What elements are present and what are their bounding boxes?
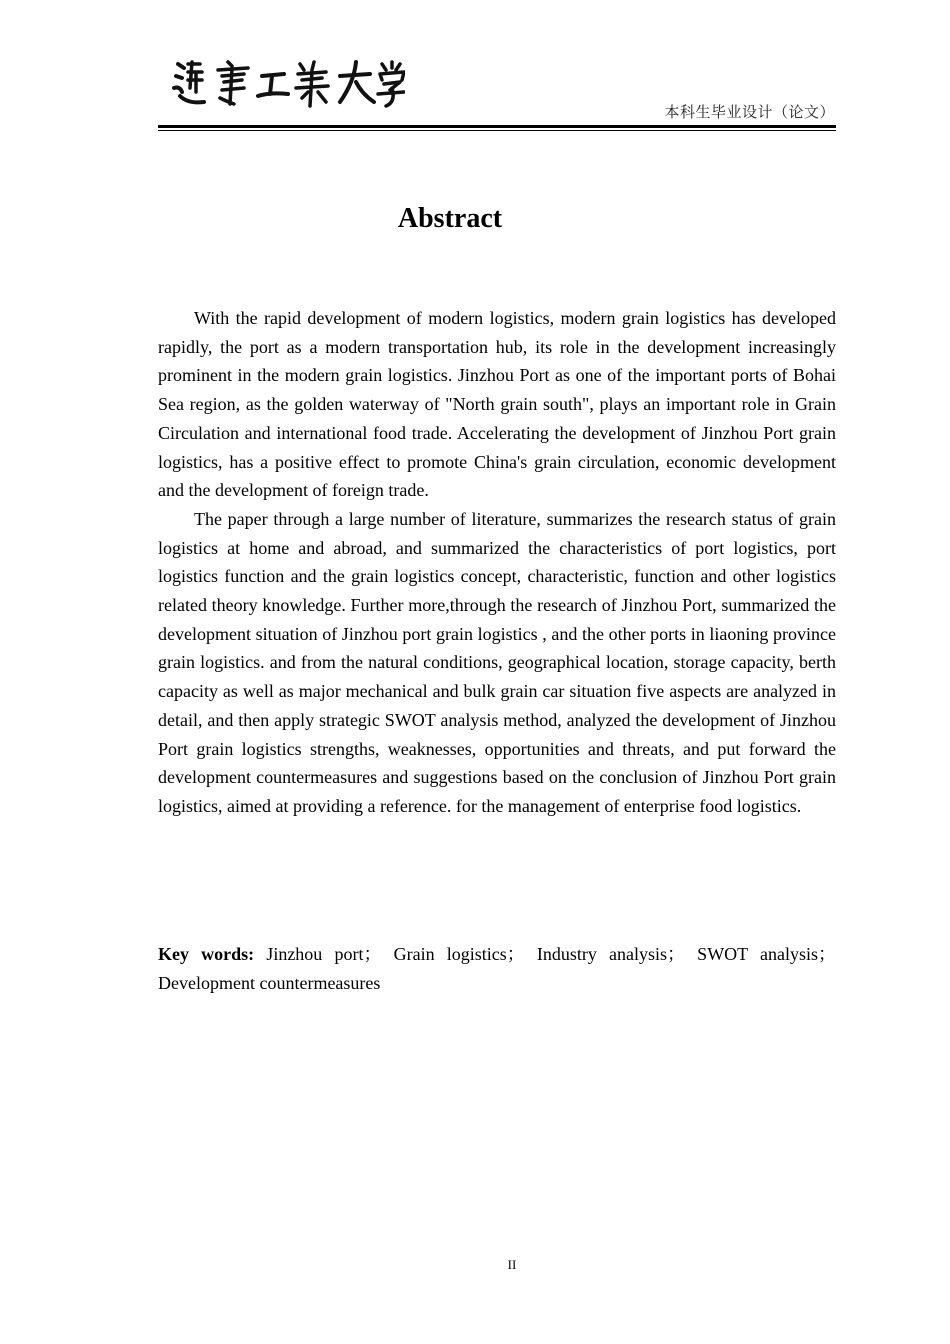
page-number: II bbox=[507, 1257, 517, 1272]
keywords-text: Jinzhou port； Grain logistics； Industry analysis； SWOT analysis；Development countermeasures bbox=[158, 944, 836, 993]
abstract-body bbox=[158, 304, 836, 821]
header-rule-thick bbox=[158, 125, 836, 128]
abstract-paragraph-2: The paper through a large number of literature, summarizes the research status of grain logistics at home and abroad, and summarized the characteristics of port logistics, port logistics function and the grain logistics concept, characteristic, function and other logistics related theory knowledge. Further more,through the research of Jinzhou Port, summarized the development situation of Jinzhou port grain logistics , and the other ports in liaoning province grain logistics. and from the natural conditions, geographical location, storage capacity, berth capacity as well as major mechanical and bulk grain car situation five aspects are analyzed in detail, and then apply strategic SWOT analysis method, analyzed the development of Jinzhou Port grain logistics strengths, weaknesses, opportunities and threats, and put forward the development countermeasures and suggestions based on the conclusion of Jinzhou Port grain logistics, aimed at providing a reference. for the management of enterprise food logistics. bbox=[158, 508, 836, 816]
keywords-section bbox=[158, 940, 836, 997]
abstract-title: Abstract bbox=[397, 203, 503, 234]
abstract-paragraph-1: With the rapid development of modern logistics, modern grain logistics has developed rapidly, the port as a modern transportation hub, its role in the development increasingly prominent in the modern grain logistics. Jinzhou Port as one of the important ports of Bohai Sea region, as the golden waterway of "North grain south", plays an important role in Grain Circulation and international food trade. Accelerating the development of Jinzhou Port grain logistics, has a positive effect to promote China's grain circulation, economic development and the development of foreign trade. bbox=[158, 308, 836, 501]
header-rule-thin bbox=[158, 130, 836, 131]
keywords-label: Key words: bbox=[158, 944, 255, 964]
header-subtitle: 本科生毕业设计（论文） bbox=[664, 103, 835, 121]
